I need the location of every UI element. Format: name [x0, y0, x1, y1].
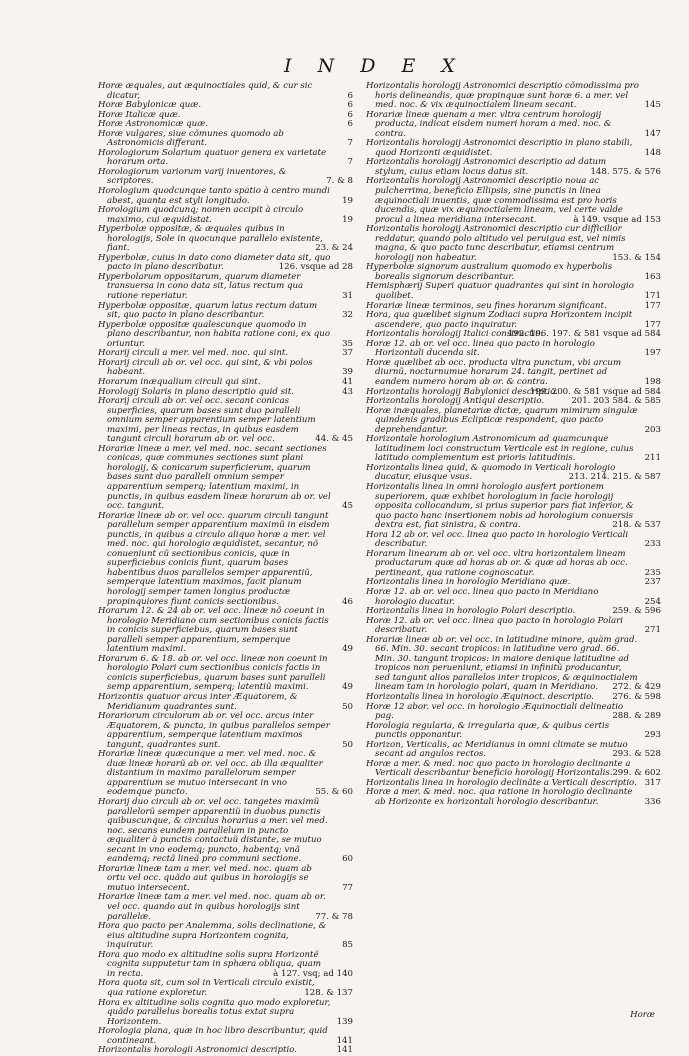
- index-entry: [98, 206, 353, 225]
- entry-text: Horarum 6. & 18. ab or. vel occ. lineæ non coeunt in horologio Polari cum sectionibus conicis factis in conicis superficiebus, quarum bases sunt paralleli semp apparentium, semperq; latentiũ maximi.: [98, 653, 328, 693]
- entry-text: Horariæ lineæ tam a mer. vel med. noc. quam ab or. vel occ. quando aut in quibus horologijs sint parallelæ.: [98, 892, 326, 922]
- index-entry: [98, 149, 353, 168]
- entry-text: Horizontalis linea quid, & quomodo in Verticali horologio ducatur, eiusque vsus.: [366, 462, 616, 483]
- entry-text: Horologium quodcunque tanto spatio à centro mundi abest, quanta est styli longitudo.: [98, 186, 330, 206]
- entry-page: 128. & 137: [304, 987, 353, 998]
- entry-text: Horizontalis horologii Astronomici descriptio.: [98, 1045, 297, 1056]
- entry-text: Horizontalis linea in horologio Polari descriptio.: [366, 606, 576, 617]
- index-entry: [98, 273, 353, 302]
- entry-page: 126. vsque ad 28: [278, 262, 353, 273]
- entry-text: Horologiorum variorum varij inuentores, & scriptores.: [98, 166, 287, 187]
- catchword: Horæ: [630, 1010, 655, 1020]
- index-entry: [98, 302, 353, 321]
- entry-text: Horarij circuli ab or. vel occ. qui sint, & vbi polos habeant.: [98, 357, 313, 378]
- entry-page: 163: [644, 271, 661, 282]
- index-entry: [98, 1027, 353, 1046]
- entry-page: 272. & 429: [612, 682, 661, 693]
- index-entry: [366, 788, 661, 807]
- entry-text: Horariæ lineæ ab or. vel occ. quarum circuli tangunt parallelum semper apparentium maximũ in eisdem punctis, in quibus a circulo aliquo horæ a mer. vel med. noc. qui horologio æquidistet, secantur, nõ conueniunt cũ sectionibus conicis, quæ in superficiebus conicis fiunt, quarum bases habentibus duos parallelos semper apparentiũ, semperque latentium maximos, facit planum horologij semper tamen longius productæ propinquiores fiunt conicis sectionibus.: [98, 510, 330, 607]
- entry-text: Horizon, Verticalis, ac Meridianus in omni climate se mutuo secant ad angulos rectos.: [366, 739, 628, 760]
- entry-page: 19: [342, 195, 353, 206]
- entry-page: 276. & 598: [612, 692, 661, 702]
- entry-page: 31: [342, 291, 353, 302]
- entry-page: 288. & 289: [612, 711, 661, 722]
- index-entry: [98, 951, 353, 980]
- entry-page: 19: [342, 214, 353, 225]
- entry-page: 141: [336, 1035, 353, 1046]
- index-entry: [366, 483, 661, 531]
- entry-text: Horizontalis horologij Astronomici descriptio cur difficilior reddatur, quando polo altitudo vel peruigua est, vel nimis magna, & quo pacto tunc describatur, etiamsi centrum horologij non habeatur.: [366, 224, 626, 263]
- entry-page: 44. & 45: [315, 434, 353, 445]
- left-column: [98, 82, 353, 1056]
- entry-text: Hyperbolæ signorum australium quomodo ex hyperbolis borealis signorum describantur.: [366, 262, 613, 282]
- index-entry: [366, 636, 661, 693]
- entry-page: 49: [342, 682, 353, 693]
- index-entry: [366, 111, 661, 140]
- entry-text: Horæ Italicæ quæ.: [98, 109, 181, 120]
- entry-text: Hora 12 ab or. vel occ. linea quo pacto in horologio Verticali describatur.: [366, 529, 629, 550]
- right-column: [366, 82, 661, 808]
- entry-text: Horizontalis horologij Astronomici descriptio in plano stabili, quod Horizonti æquidistet.: [366, 138, 633, 158]
- entry-text: Horæ 12. ab or. vel occ. linea quo pacto in horologio Polari describatur.: [366, 615, 623, 636]
- entry-page: 147: [644, 128, 661, 139]
- index-entry: [366, 703, 661, 722]
- entry-page: 35: [342, 338, 353, 349]
- entry-page: 7. & 8: [326, 176, 353, 187]
- entry-page: à 127. vsq; ad 140: [273, 968, 353, 979]
- entry-text: Horæ vulgares, siue cõmunes quomodo ab Astronomicis differant.: [98, 128, 284, 149]
- entry-page: 6: [347, 90, 353, 101]
- entry-page: 43: [342, 386, 353, 397]
- entry-text: Horariorum circulorum ab or. vel occ. arcus inter Æquatorem, & puncta, in quibus parallelos semper apparentium, semperque latentium maximos tangunt, quadrantes sunt.: [98, 711, 330, 750]
- entry-page: 141: [336, 1045, 353, 1056]
- entry-text: Horologij Solaris in plano descriptio quid sit.: [98, 386, 294, 397]
- entry-page: 50: [342, 701, 353, 712]
- entry-text: Horizontalis horologij Astronomici descriptio ad datum stylum, cuius etiam locus datus sit.: [366, 157, 607, 177]
- index-entry: [98, 225, 353, 254]
- index-entry: [98, 798, 353, 865]
- entry-text: Hora quo modo ex altitudine solis supra Horizontẽ cognita supputetur tam in sphæra obliqua, quam in recta.: [98, 949, 321, 979]
- entry-page: 45: [342, 501, 353, 512]
- index-entry: [366, 139, 661, 158]
- entry-text: Horizontalis horologij Babylonici descriptio.: [366, 386, 558, 397]
- index-entry: [366, 722, 661, 741]
- index-entry: [98, 712, 353, 750]
- entry-text: Horæ 12. ab or. vel occ. linea quo pacto in Meridiano horologio ducatur.: [366, 586, 599, 607]
- entry-text: Horæ a mer. & med. noc quo pacto in horologio declinante a Verticali describantur beneficio horologij Horizontalis.: [366, 758, 631, 779]
- entry-page: 213. 214. 215. & 587: [568, 472, 661, 483]
- entry-page: 148. 575. & 576: [590, 166, 661, 177]
- index-entry: [366, 311, 661, 330]
- index-entry: [366, 617, 661, 636]
- entry-text: Horarum inæqualium circuli qui sint.: [98, 376, 261, 387]
- index-entry: [366, 158, 661, 177]
- entry-page: 85: [342, 940, 353, 951]
- entry-text: Horariæ lineæ ab or. vel occ. in latitudine minore, quàm grad. 66. Min. 30. secant tropicos: in latitudine vero grad. 66. Min. 30. tangunt tropicos: in maiore denique latitudine ad tropicos non perueniunt, etiamsi in infinitũ producantur, sed tangunt alios parallelos inter tropicos, & æquinoctialem lineam tam in horologio polari, quam in Meridiano.: [366, 634, 638, 693]
- entry-page: 50: [342, 739, 353, 750]
- entry-page: 139: [336, 1016, 353, 1027]
- entry-text: Horizontalis linea in horologio Meridiano quæ.: [366, 577, 571, 588]
- index-entry: [98, 693, 353, 712]
- entry-text: Horologium quodcunq; nomen accipit à circulo maximo, cui æquidistat.: [98, 205, 304, 225]
- entry-text: Horæ Astronomicæ quæ.: [98, 119, 209, 130]
- index-entry: [366, 464, 661, 483]
- entry-text: Horarij duo circuli ab or. vel occ. tangetes maximũ parallelorũ semper apparentiũ in duobus punctis quibuscunque, & circulus horarius a mer. vel med. noc. secans eundem parallelum in puncto æqualiter à punctis contactuũ distante, se mutuo secant in vno eodemq; puncto, habentq; vnã eandemq; rectã lineã pro communi sectione.: [98, 797, 328, 865]
- entry-text: Hora, qua quælibet signum Zodiaci supra Horizontem incipit ascendere, quo pacto inquiratur.: [366, 310, 633, 330]
- index-entry: [98, 130, 353, 149]
- entry-page: 293: [644, 730, 661, 741]
- entry-page: 23. & 24: [315, 243, 353, 254]
- entry-text: Horizontalis linea in horologio declinãte a Verticali descriptio.: [366, 777, 637, 788]
- entry-text: Hyperbolæ oppositæ, & æquales quibus in horologijs, Sole in quocunque parallelo existente, fiant.: [98, 224, 323, 254]
- index-entry: [366, 531, 661, 550]
- entry-page: 60: [342, 854, 353, 865]
- entry-text: Horæ inæquales, planetariæ dictæ, quarum mimirum singulæ quindenis gradibus Eclipticæ respondent, quo pacto deprehendantur.: [366, 405, 638, 435]
- entry-page: 237: [644, 577, 661, 588]
- entry-text: Horarum linearum ab or. vel occ. vltra horizontalem lineam productarum quæ ad horas ab or. & quæ ad horas ab occ. pertineant, qua ratione cognoscatur.: [366, 548, 628, 578]
- entry-text: Hyperbolarum oppositarum, quarum diameter transuersa in cono data sit, latus rectum qua ratione reperiatur.: [98, 271, 304, 302]
- entry-text: Horologiorum Solarium quatuor genera ex varietate horarum orta.: [98, 147, 327, 168]
- index-entry: [98, 512, 353, 607]
- entry-page: 293. & 528: [612, 749, 661, 760]
- index-entry: [98, 999, 353, 1028]
- entry-text: Horizontalis linea in omni horologio ausfert portionem superiorem, quæ exhibet horologium in facie horologij opposita collocandum, si prius superior pars fiat inferior, & quo pacto hanc insertionem nobis ad horologium conuersis dextra est, fiat sinistra, & contra.: [366, 481, 634, 531]
- entry-page: 41: [342, 376, 353, 387]
- index-entry: [366, 741, 661, 760]
- entry-page: 6: [347, 100, 353, 111]
- entry-page: 77: [342, 882, 353, 893]
- entry-text: Horizontis quatuor arcus inter Æquatorem, & Meridianum quadrantes sunt.: [98, 692, 298, 712]
- entry-page: 197: [644, 348, 661, 359]
- entry-page: 336: [644, 797, 661, 808]
- entry-text: Horizontalis linea in horologio Æquinoct. descriptio.: [366, 692, 594, 702]
- index-entry: [98, 750, 353, 798]
- entry-page: 49: [342, 644, 353, 655]
- entry-text: Horariæ lineæ tam a mer. vel med. noc. quam ab ortu vel occ. quãdo aut quibus in horologijs se mutuo intersecent.: [98, 863, 312, 893]
- index-entry: [366, 82, 661, 111]
- entry-text: Hemisphærij Superi quatuor quadrantes qui sint in horologio quolibet.: [366, 281, 634, 302]
- index-entry: [366, 340, 661, 359]
- entry-text: Hora quo pacto per Analemma, solis declinatione, & eius altitudine supra Horizontem cognita, inquiratur.: [98, 921, 327, 951]
- index-entry: [366, 435, 661, 464]
- entry-text: Horariæ lineæ terminos, seu fines horarum significant.: [366, 300, 607, 311]
- entry-text: Hora ex altitudine solis cognita quo modo exploretur, quãdo parallelus borealis totus extat supra Horizontem.: [98, 997, 331, 1027]
- index-entry: [366, 225, 661, 263]
- entry-page: 254: [644, 596, 661, 607]
- entry-page: 32: [342, 310, 353, 321]
- entry-text: Horizontalis horologij Italici constructio.: [366, 329, 544, 340]
- entry-text: Horariæ lineæ quæcunque a mer. vel med. noc. & duæ lineæ horarũ ab or. vel occ. ab illa æqualiter distantium in maximo parallelorum semper apparentium se mutuo intersecant in vno eodemque puncto.: [98, 749, 323, 798]
- entry-page: à 149. vsque ad 153: [573, 214, 661, 225]
- entry-page: 198: [644, 376, 661, 387]
- index-entry: [98, 168, 353, 187]
- index-entry: [366, 177, 661, 225]
- index-entry: [98, 187, 353, 206]
- entry-page: 77. & 78: [315, 911, 353, 922]
- index-entry: [98, 445, 353, 512]
- page-header: [0, 55, 689, 77]
- entry-page: 171: [644, 291, 661, 302]
- index-entry: [366, 588, 661, 607]
- index-entry: [366, 407, 661, 436]
- entry-page: 6: [347, 109, 353, 120]
- entry-page: 7: [347, 138, 353, 149]
- entry-page: 6: [347, 119, 353, 130]
- entry-page: 46: [342, 596, 353, 607]
- entry-text: Horæ quælibet ab occ. producta vltra punctum, vbi arcum diurnũ, nocturnumue horarum 24. tangit, pertinet ad eandem numero horam ab or. & contra.: [366, 357, 622, 387]
- entry-text: Horizontalis horologij Astronomici descriptio cõmodissima pro horis delineandis, quæ propinquæ sunt horæ 6. a mer. vel med. noc. & vix æquinoctialem lineam secant.: [366, 81, 639, 111]
- entry-page: 233: [644, 539, 661, 550]
- entry-page: 317: [644, 777, 661, 788]
- entry-text: Hora quota sit, cum sol in Verticali circulo existit, qua ratione exploretur.: [98, 978, 315, 998]
- index-title: I N D E X: [284, 55, 465, 77]
- index-entry: [98, 922, 353, 951]
- entry-page: 177: [644, 300, 661, 311]
- index-entry: [98, 893, 353, 922]
- entry-text: Horologia regularia, & irregularia quæ, & quibus certis punctis opponantur.: [366, 720, 610, 741]
- entry-text: Horariæ lineæ quenam a mer. vltra centrum horologij producta, indicat eisdem numeri horam a med. noc. & contra.: [366, 109, 612, 139]
- entry-text: Horizontalis horologij Astronomici descriptio noua ac pulcherrima, beneficio Ellipsis, sine punctis in linea æquinoctiali inuentis, quæ commodissima est pro horis ducendis, quæ vix æquinoctialem lineam, vel certe valde procul a linea meridiana intersecant.: [366, 176, 623, 225]
- entry-text: Horarij circuli a mer. vel med. noc. qui sint.: [98, 348, 289, 359]
- entry-page: 7: [347, 157, 353, 168]
- entry-page: 55. & 60: [315, 787, 353, 798]
- entry-page: 153. & 154: [612, 252, 661, 263]
- entry-page: 211: [644, 453, 661, 464]
- entry-page: 271: [644, 625, 661, 636]
- index-entry: [98, 1046, 353, 1056]
- index-entry: [366, 550, 661, 579]
- index-entry: [366, 282, 661, 301]
- index-entry: [98, 82, 353, 101]
- entry-text: Horarij circuli ab or. vel occ. secant conicas superficies, quarum bases sunt duo paralleli omnium semper apparentium semper latentium maximi, per lineas rectas, in quibus easdem tangunt circuli horarum ab or. vel occ.: [98, 396, 316, 445]
- entry-page: 145: [644, 100, 661, 111]
- index-entry: [98, 607, 353, 655]
- index-entry: [98, 321, 353, 350]
- index-entry: [98, 655, 353, 693]
- entry-page: 201. 203 584. & 585: [571, 396, 661, 407]
- entry-text: Horæ æquales, aut æquinoctiales quid, & cur sic dicatur,: [98, 81, 313, 101]
- entry-text: Horizontale horologium Astronomicum ad quamcunque latitudinem loci constructum Verticale est in regione, cuius latitudo complementum est prioris latitudinis.: [366, 434, 634, 464]
- entry-text: Hyperbolæ oppositæ, quarum latus rectum datum sit, quo pacto in plano describantur.: [98, 300, 318, 321]
- entry-page: 259. & 596: [612, 606, 661, 617]
- index-entry: [98, 865, 353, 894]
- entry-page: 299. & 602: [612, 768, 661, 779]
- entry-page: 177: [644, 319, 661, 330]
- entry-page: 192. 196. 197. & 581 vsque ad 584: [508, 329, 661, 340]
- entry-text: Horizontalis horologij Antiqui descriptio.: [366, 396, 545, 407]
- entry-page: 235: [644, 567, 661, 578]
- entry-page: 199. 200. & 581 vsque ad 584: [529, 386, 661, 397]
- index-entry: [98, 397, 353, 445]
- index-entry: [98, 359, 353, 378]
- index-entry: [366, 263, 661, 282]
- entry-text: Hyperbolæ, cuius in dato cono diameter data sit, quo pacto in plano describatur.: [98, 252, 331, 273]
- entry-text: Horariæ lineæ a mer. vel med. noc. secant sectiones conicas, quæ communes sectiones sunt plani horologij, & conicarum superficierum, quarum bases sunt duo paralleli omnium semper apparentium semperq; latentium maximi, in punctis, in quibus easdem lineæ horarum ab or. vel occ. tangunt.: [98, 443, 331, 512]
- index-entry: [366, 359, 661, 388]
- entry-text: Horæ Babylonicæ quæ.: [98, 100, 202, 111]
- entry-text: Horæ a mer. & med. noc. qua ratione in horologio declinante ab Horizonte ex horizontali horologio describantur.: [366, 787, 633, 808]
- entry-text: Horæ 12. ab or. vel occ. linea quo pacto in horologio Horizontali ducenda sit.: [366, 338, 595, 359]
- entry-page: 148: [644, 147, 661, 158]
- index-entry: [366, 760, 661, 779]
- entry-text: Horarum 12. & 24 ab or. vel occ. lineæ nõ coeunt in horologio Meridiano cum sectionibus conicis factis in conicis superficiebus, quarum bases sunt paralleli semper apparentium, semperque latentium maximi.: [98, 606, 329, 655]
- entry-page: 218. & 537: [612, 520, 661, 531]
- entry-text: Horologia plana, quæ in hoc libro describuntur, quid contineant.: [98, 1026, 328, 1046]
- entry-page: 39: [342, 367, 353, 378]
- entry-page: 37: [342, 348, 353, 359]
- index-entry: [98, 979, 353, 998]
- entry-page: 203: [644, 424, 661, 435]
- index-entry: [98, 254, 353, 273]
- entry-text: Horæ 12 abor. vel occ. in horologio Æquinoctiali delineatio pag.: [366, 701, 624, 722]
- entry-text: Hyperbolæ oppositæ qualescunque quomodo in plano describantur, non habita ratione coni, ex quo oriuntur.: [98, 319, 331, 349]
